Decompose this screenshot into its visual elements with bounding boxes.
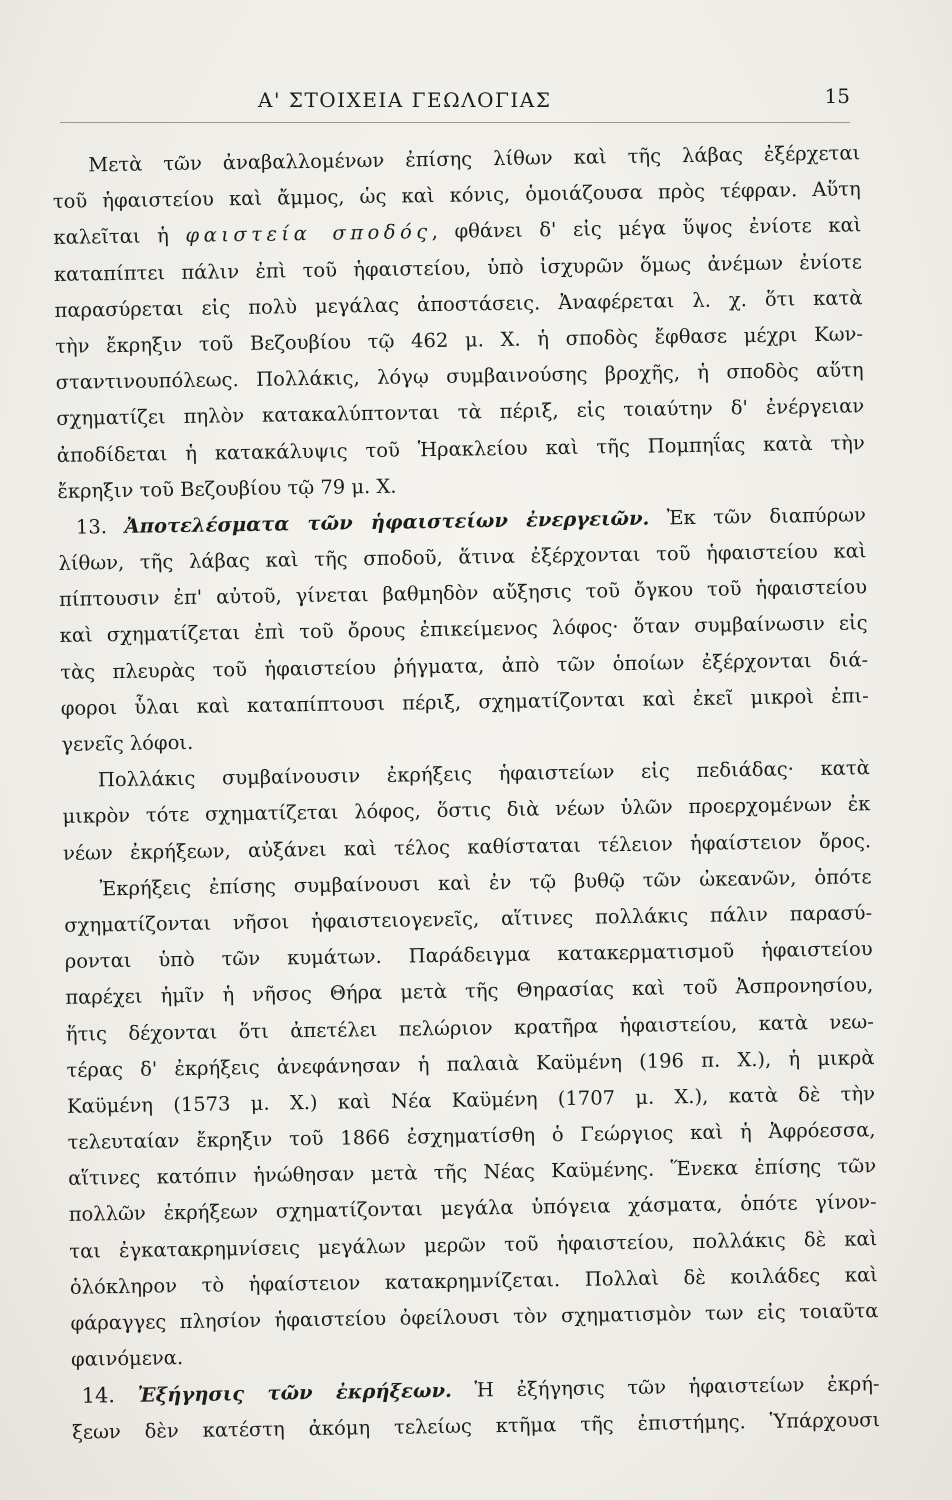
text-line: Καϋμένη (1573 μ. Χ.) καὶ Νέα Καϋμένη (1707 μ. Χ.), κατὰ δὲ τὴν xyxy=(66,1082,876,1118)
text-run: καλεῖται ἡ xyxy=(53,224,186,250)
section-number: 13. xyxy=(75,515,108,539)
body-text xyxy=(52,135,880,1450)
text-line: σχηματίζονται νῆσοι ἡφαιστειογενεῖς, αἵτινες πολλάκις πάλιν παρασύ- xyxy=(64,901,873,937)
text-line: ἀποδίδεται ἡ κατακάλυψις τοῦ Ἡρακλείου καὶ τῆς Πομπηΐας κατὰ τὴν xyxy=(56,430,865,467)
section-heading: Ἐξήγησις τῶν ἐκρήξεων. xyxy=(137,1379,453,1408)
text-line: καταπίπτει πάλιν ἐπὶ τοῦ ἡφαιστείου, ὑπὸ ἰσχυρῶν ὅμως ἀνέμων ἐνίοτε xyxy=(53,249,863,286)
text-line: τελευταίαν ἔκρηξιν τοῦ 1866 ἐσχηματίσθη ὁ Γεώργιος καὶ ἡ Ἀφρόεσσα, xyxy=(67,1118,876,1154)
text-line: Ἐκρήξεις ἐπίσης συμβαίνουσι καὶ ἐν τῷ βυθῷ τῶν ὠκεανῶν, ὁπότε xyxy=(99,864,872,901)
section-heading: Ἀποτελέσματα τῶν ἡφαιστείων ἐνεργειῶν. xyxy=(124,506,650,538)
text-line: νέων ἐκρήξεων, αὐξάνει καὶ τέλος καθίσταται τέλειον ἡφαίστειον ὄρος. xyxy=(62,828,872,865)
text-line: ἥτις δέχονται ὅτι ἀπετέλει πελώριον κρατῆρα ἡφαιστείου, κατὰ νεω- xyxy=(65,1009,874,1046)
text-line: φαινόμενα. xyxy=(70,1346,184,1372)
text-line: ὁλόκληρον τὸ ἡφαίστειον κατακρημνίζεται. Πολλαὶ δὲ κοιλάδες καὶ xyxy=(69,1262,878,1299)
text-line: ξεων δὲν κατέστη ἀκόμη τελείως κτῆμα τῆς ἐπιστήμης. Ὑπάρχουσι xyxy=(71,1407,881,1444)
text-line: σταντινουπόλεως. Πολλάκις, λόγῳ συμβαινούσης βροχῆς, ἡ σποδὸς αὕτη xyxy=(55,358,864,395)
text-run: Ἡ ἐξήγησις τῶν ἡφαιστείων ἐκρή- xyxy=(474,1372,880,1402)
text-line: Μετὰ τῶν ἀναβαλλομένων ἐπίσης λίθων καὶ τῆς λάβας ἐξέρχεται xyxy=(88,141,861,177)
running-title: Α' ΣΤΟΙΧΕΙΑ ΓΕΩΛΟΓΙΑΣ xyxy=(258,88,552,112)
text-line: ἔκρηξιν τοῦ Βεζουβίου τῷ 79 μ. Χ. xyxy=(57,474,397,503)
text-run: Ἐκ τῶν διαπύρων xyxy=(666,503,867,530)
text-line: λίθων, τῆς λάβας καὶ τῆς σποδοῦ, ἅτινα ἐξέρχονται τοῦ ἡφαιστείου καὶ xyxy=(58,539,867,576)
text-line: παρασύρεται εἰς πολὺ μεγάλας ἀποστάσεις. Ἀναφέρεται λ. χ. ὅτι κατὰ xyxy=(54,286,863,322)
page-header xyxy=(60,84,850,124)
text-line: φάραγγες πλησίον ἡφαιστείου ὀφείλουσι τὸν σχηματισμὸν των εἰς τοιαῦτα xyxy=(70,1299,879,1335)
text-line: τὰς πλευρὰς τοῦ ἡφαιστείου ῥήγματα, ἀπὸ τῶν ὁποίων ἐξέρχονται διά- xyxy=(60,647,869,684)
text-line: παρέχει ἡμῖν ἡ νῆσος Θήρα μετὰ τῆς Θηρασίας καὶ τοῦ Ἀσπρονησίου, xyxy=(65,973,874,1010)
text-run: , φθάνει δ' εἰς μέγα ὕψος ἐνίοτε καὶ xyxy=(431,213,862,244)
text-line: καὶ σχηματίζεται ἐπὶ τοῦ ὄρους ἐπικείμενος λόφος· ὅταν συμβαίνωσιν εἰς xyxy=(59,611,868,648)
text-line: ται ἐγκατακρημνίσεις μεγάλων μερῶν τοῦ ἡφαιστείου, πολλάκις δὲ καὶ xyxy=(69,1226,878,1263)
section-number: 14. xyxy=(81,1383,116,1409)
text-line: πίπτουσιν ἐπ' αὐτοῦ, γίνεται βαθμηδὸν αὔξησις τοῦ ὄγκου τοῦ ἡφαιστείου xyxy=(58,575,868,612)
text-line: μικρὸν τότε σχηματίζεται λόφος, ὅστις διὰ νέων ὑλῶν προερχομένων ἐκ xyxy=(62,792,871,829)
text-line: αἵτινες κατόπιν ἡνώθησαν μετὰ τῆς Νέας Καϋμένης. Ἕνεκα ἐπίσης τῶν xyxy=(68,1154,877,1191)
text-line: πολλῶν ἐκρήξεων σχηματίζονται μεγάλα ὑπόγεια χάσματα, ὁπότε γίνον- xyxy=(68,1190,877,1227)
text-line: γενεῖς λόφοι. xyxy=(61,730,194,756)
text-line: ρονται ὑπὸ τῶν κυμάτων. Παράδειγμα κατακερματισμοῦ ἡφαιστείου xyxy=(64,937,873,974)
page-number: 15 xyxy=(824,84,850,108)
term-emphasis: φαιστεία σποδός xyxy=(185,220,432,248)
text-line: τὴν ἔκρηξιν τοῦ Βεζουβίου τῷ 462 μ. Χ. ἡ σποδὸς ἔφθασε μέχρι Κων- xyxy=(54,322,864,358)
text-line: τέρας δ' ἐκρήξεις ἀνεφάνησαν ἡ παλαιὰ Καϋμένη (196 π. Χ.), ἡ μικρὰ xyxy=(66,1045,875,1082)
text-line: Πολλάκις συμβαίνουσιν ἐκρήξεις ἡφαιστείων εἰς πεδιάδας· κατὰ xyxy=(97,756,871,792)
text-line: φοροι ὗλαι καὶ καταπίπτουσι πέριξ, σχηματίζονται καὶ ἐκεῖ μικροὶ ἐπι- xyxy=(60,684,869,720)
header-rule xyxy=(60,122,850,123)
text-line: τοῦ ἡφαιστείου καὶ ἄμμος, ὡς καὶ κόνις, ὁμοιάζουσα πρὸς τέφραν. Αὕτη xyxy=(52,177,861,214)
text-line: σχηματίζει πηλὸν κατακαλύπτονται τὰ πέριξ, εἰς τοιαύτην δ' ἐνέργειαν xyxy=(56,394,865,431)
